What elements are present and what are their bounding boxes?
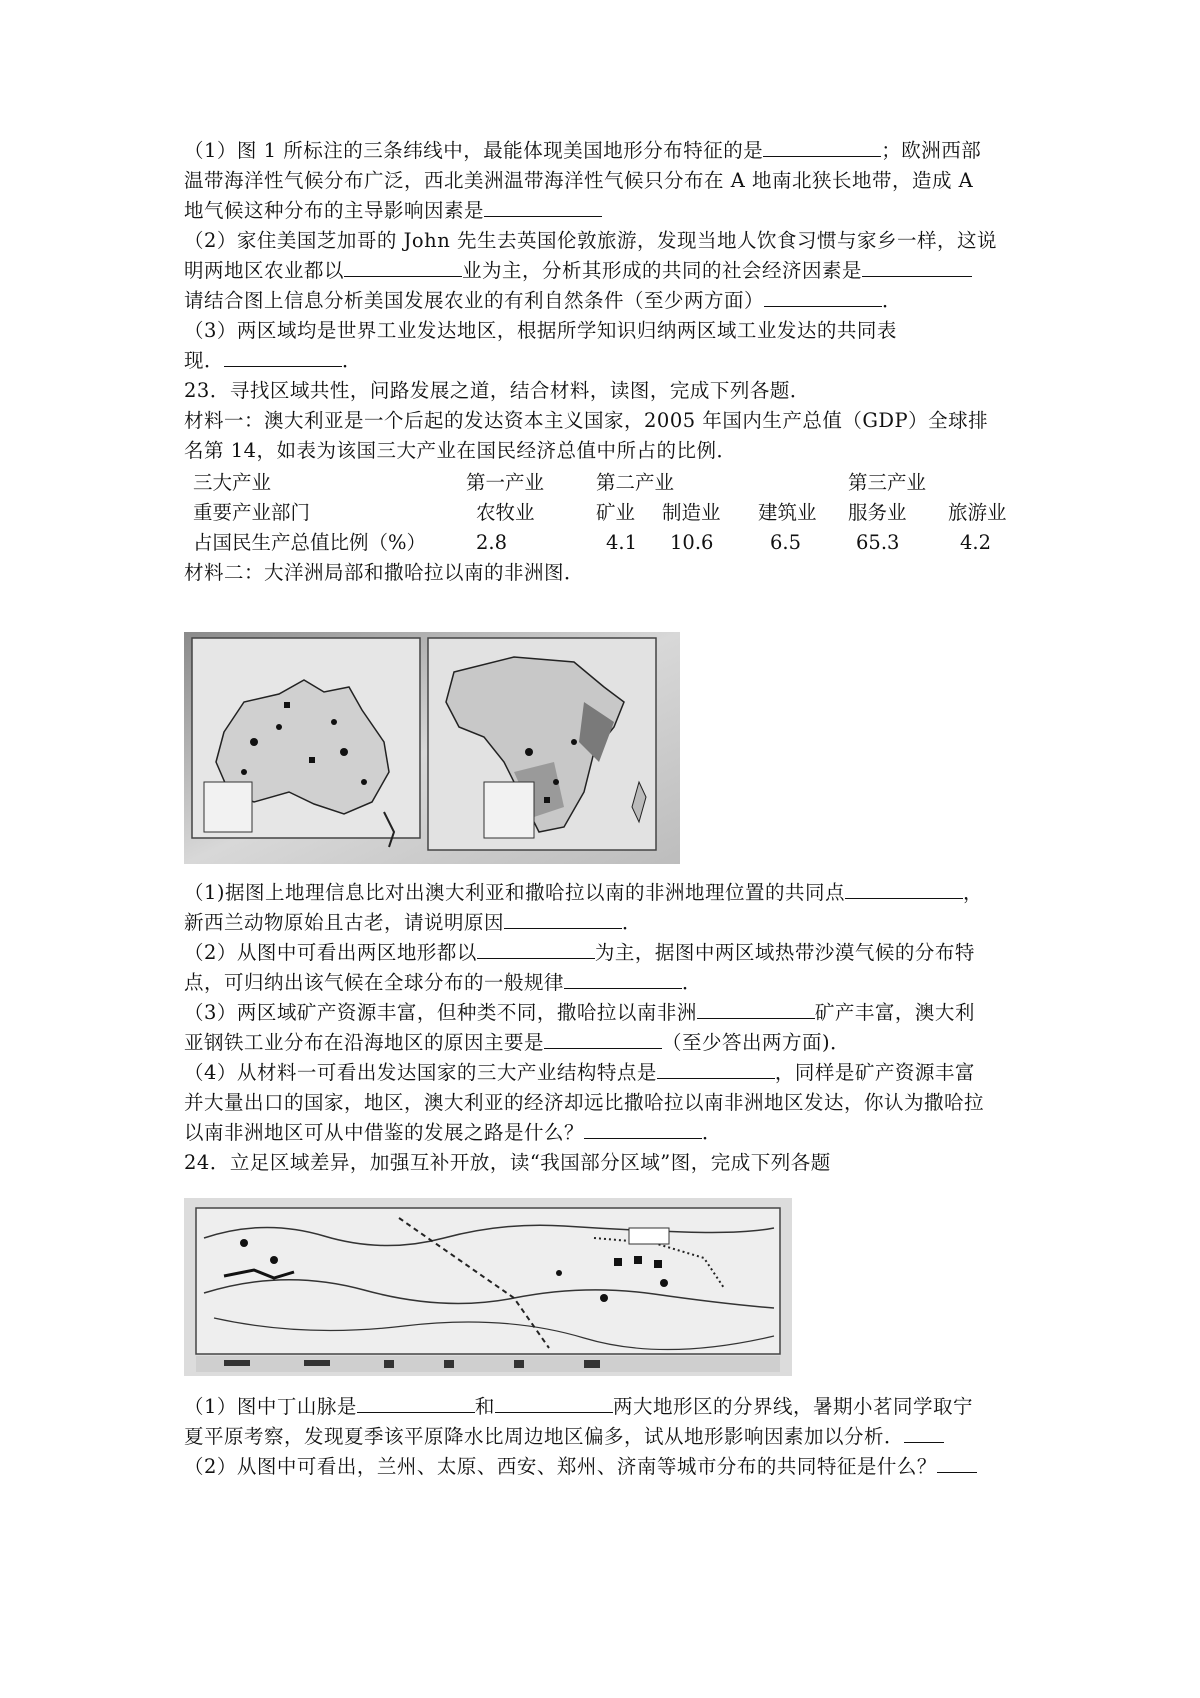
q23-s2-text-4: ．: [682, 971, 703, 994]
table-cell: 6.5: [770, 531, 802, 554]
q22-line-5: [184, 256, 1044, 286]
q23-s3-line-2: [184, 1028, 1044, 1058]
q23-s3-text-2: 矿产丰富，澳大利: [814, 1001, 975, 1024]
answer-blank[interactable]: [904, 1422, 944, 1443]
q23-s2-line-2: [184, 968, 1044, 998]
table-cell: 第二产业: [596, 471, 675, 494]
china-region-map-figure: [184, 1198, 792, 1376]
q22-p3-text-3: ．: [342, 349, 363, 372]
table-cell: 三大产业: [193, 471, 272, 494]
answer-blank[interactable]: [937, 1452, 977, 1473]
q23-s4-line-2: 并大量出口的国家，地区，澳大利亚的经济却远比撒哈拉以南非洲地区发达，你认为撒哈拉: [184, 1091, 985, 1114]
q22-p2-text-2: 明两地区农业都以: [184, 259, 345, 282]
q22-line-2: 温带海洋性气候分布广泛，西北美洲温带海洋性气候只分布在 A 地南北狭长地带，造成 A: [184, 169, 974, 192]
q23-s3-line-1: [184, 998, 1044, 1028]
oceania-africa-map: [184, 632, 680, 864]
q23-material-2: 材料二：大洋洲局部和撒哈拉以南的非洲图．: [184, 561, 585, 584]
q23-s4-text-5: ．: [702, 1121, 723, 1144]
table-cell: 重要产业部门: [193, 501, 311, 524]
oceania-africa-map-figure: [184, 632, 680, 864]
q22-p1-text-2: ；欧洲西部: [881, 139, 982, 162]
table-cell: 旅游业: [948, 501, 1007, 524]
table-cell: 制造业: [662, 501, 721, 524]
q23-s1-text-3: 新西兰动物原始且古老，请说明原因: [184, 911, 505, 934]
answer-blank[interactable]: [477, 938, 595, 959]
q24-s2-text: （2）从图中可看出，兰州、太原、西安、郑州、济南等城市分布的共同特征是什么？: [184, 1455, 937, 1478]
q22-p2-text-3: 业为主，分析其形成的共同的社会经济因素是: [462, 259, 863, 282]
q22-p3-text-2: 现．: [184, 349, 225, 372]
q24-s1-text: （1）图中丁山脉是: [184, 1395, 357, 1418]
table-cell: 2.8: [476, 531, 508, 554]
table-cell: 10.6: [670, 531, 714, 554]
q24-s1-line-2: [184, 1422, 1044, 1452]
q23-s1-line-1: [184, 878, 1044, 908]
answer-blank[interactable]: [504, 908, 622, 929]
q23-s1-line-2: [184, 908, 1044, 938]
table-cell: 4.2: [960, 531, 992, 554]
q23-s4-line-1: [184, 1058, 1044, 1088]
answer-blank[interactable]: [657, 1058, 775, 1079]
q22-p1-text-4: 地气候这种分布的主导影响因素是: [184, 199, 485, 222]
q23-s1-text-4: ．: [622, 911, 643, 934]
q22-line-6: [184, 286, 1044, 316]
q23-s2-text-3: 点，可归纳出该气候在全球分布的一般规律: [184, 971, 565, 994]
table-cell: 服务业: [848, 501, 907, 524]
q23-material-1-line-1: 材料一：澳大利亚是一个后起的发达资本主义国家，2005 年国内生产总值（GDP）全球排: [184, 409, 989, 432]
q23-s4-text: （4）从材料一可看出发达国家的三大产业结构特点是: [184, 1061, 657, 1084]
answer-blank[interactable]: [357, 1392, 475, 1413]
q23-s2-text: （2）从图中可看出两区地形都以: [184, 941, 477, 964]
answer-blank[interactable]: [697, 998, 815, 1019]
answer-blank[interactable]: [495, 1392, 613, 1413]
answer-blank[interactable]: [484, 196, 602, 217]
answer-blank[interactable]: [344, 256, 462, 277]
china-region-map: [184, 1198, 792, 1376]
q24-s1-text-4: 夏平原考察，发现夏季该平原降水比周边地区偏多，试从地形影响因素加以分析．: [184, 1425, 905, 1448]
answer-blank[interactable]: [862, 256, 972, 277]
q24-s2-line-1: [184, 1452, 1044, 1482]
q24-s1-text-2: 和: [474, 1395, 495, 1418]
table-cell: 4.1: [606, 531, 638, 554]
q23-s2-text-2: 为主，据图中两区域热带沙漠气候的分布特: [594, 941, 975, 964]
q22-line-7: （3）两区域均是世界工业发达地区，根据所学知识归纳两区域工业发达的共同表: [184, 319, 897, 342]
answer-blank[interactable]: [564, 968, 682, 989]
q23-material-1-line-2: 名第 14，如表为该国三大产业在国民经济总值中所占的比例．: [184, 439, 737, 462]
q23-s4-line-3: [184, 1118, 1044, 1148]
q23-s3-text: （3）两区域矿产资源丰富，但种类不同，撒哈拉以南非洲: [184, 1001, 697, 1024]
q24-title: 24．立足区域差异，加强互补开放，读“我国部分区域”图，完成下列各题: [184, 1151, 831, 1174]
table-cell: 占国民生产总值比例（%）: [193, 531, 427, 554]
q22-line-4: （2）家住美国芝加哥的 John 先生去英国伦敦旅游，发现当地人饮食习惯与家乡一样，这说: [184, 229, 997, 252]
answer-blank[interactable]: [544, 1028, 662, 1049]
q23-s1-text-2: ，: [963, 881, 984, 904]
q22-line-3: [184, 196, 1044, 226]
answer-blank[interactable]: [584, 1118, 702, 1139]
table-cell: 第三产业: [848, 471, 927, 494]
table-cell: 第一产业: [466, 471, 545, 494]
q23-s3-text-4: （至少答出两方面)．: [662, 1031, 851, 1054]
q22-p2-text-4: 请结合图上信息分析美国发展农业的有利自然条件（至少两方面）: [184, 289, 765, 312]
q23-s4-text-4: 以南非洲地区可从中借鉴的发展之路是什么？: [184, 1121, 585, 1144]
q22-line-1: [184, 136, 1044, 166]
q24-s1-text-3: 两大地形区的分界线，暑期小茗同学取宁: [612, 1395, 973, 1418]
q23-s4-text-2: ，同样是矿产资源丰富: [774, 1061, 975, 1084]
answer-blank[interactable]: [764, 286, 882, 307]
answer-blank[interactable]: [845, 878, 963, 899]
q22-p2-text-5: ．: [882, 289, 903, 312]
q23-s2-line-1: [184, 938, 1044, 968]
answer-blank[interactable]: [763, 136, 881, 157]
table-cell: 农牧业: [476, 501, 535, 524]
q22-p1-text: （1）图 1 所标注的三条纬线中，最能体现美国地形分布特征的是: [184, 139, 764, 162]
q23-title: 23．寻找区域共性，问路发展之道，结合材料，读图，完成下列各题．: [184, 379, 810, 402]
answer-blank[interactable]: [224, 346, 342, 367]
table-cell: 65.3: [856, 531, 900, 554]
table-cell: 矿业: [596, 501, 636, 524]
q22-line-8: [184, 346, 1044, 376]
q24-s1-line-1: [184, 1392, 1044, 1422]
q23-s1-text: （1)据图上地理信息比对出澳大利亚和撒哈拉以南的非洲地理位置的共同点: [184, 881, 846, 904]
q23-s3-text-3: 亚钢铁工业分布在沿海地区的原因主要是: [184, 1031, 545, 1054]
table-cell: 建筑业: [758, 501, 817, 524]
